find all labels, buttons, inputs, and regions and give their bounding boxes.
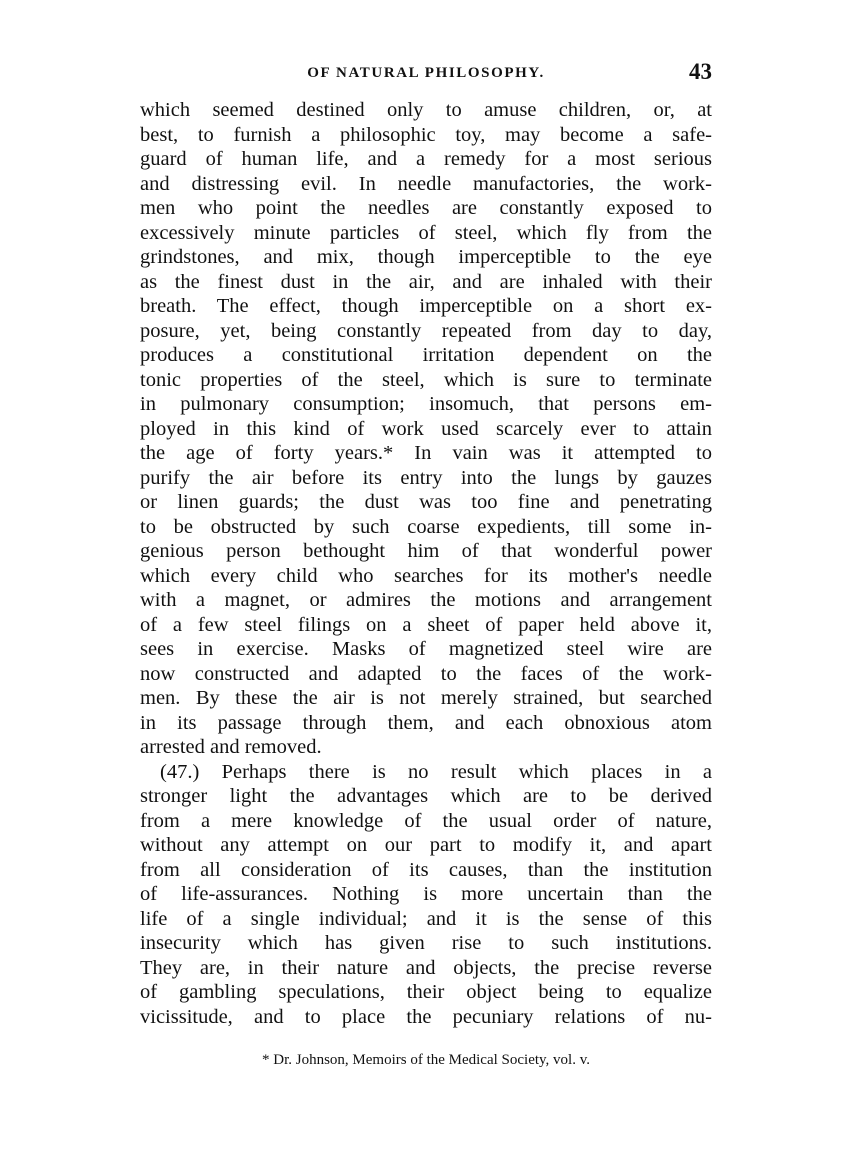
text-line: with a magnet, or admires the motions and arrangement bbox=[140, 589, 712, 611]
text-line: produces a constitutional irritation dependent on the bbox=[140, 344, 712, 366]
footnote: * Dr. Johnson, Memoirs of the Medical Society, vol. v. bbox=[261, 1052, 590, 1068]
text-line: arrested and removed. bbox=[140, 736, 322, 758]
text-line: purify the air before its entry into the lungs by gauzes bbox=[140, 466, 712, 489]
text-line: posure, yet, being constantly repeated from day to day, bbox=[140, 319, 712, 342]
text-line: now constructed and adapted to the faces of the work- bbox=[140, 662, 712, 685]
text-line: men. By these the air is not merely strained, but searched bbox=[140, 687, 712, 709]
text-line: as the finest dust in the air, and are inhaled with their bbox=[140, 270, 712, 293]
text-line: stronger light the advantages which are to be derived bbox=[140, 785, 712, 807]
text-line: or linen guards; the dust was too fine and penetrating bbox=[140, 491, 712, 513]
text-line: of life-assurances. Nothing is more uncertain than the bbox=[140, 883, 712, 905]
text-line: ployed in this kind of work used scarcely ever to attain bbox=[140, 417, 712, 440]
running-head: OF NATURAL PHILOSOPHY. bbox=[307, 65, 545, 81]
text-line: in its passage through them, and each obnoxious atom bbox=[140, 711, 712, 734]
text-line: which seemed destined only to amuse children, or, at bbox=[140, 99, 712, 121]
text-line: from all consideration of its causes, than the institution bbox=[140, 858, 712, 881]
text-line: (47.) Perhaps there is no result which places in a bbox=[160, 760, 712, 783]
text-line: without any attempt on our part to modify it, and apart bbox=[140, 834, 712, 856]
text-line: to be obstructed by such coarse expedients, till some in- bbox=[140, 515, 712, 538]
text-line: tonic properties of the steel, which is sure to terminate bbox=[140, 368, 712, 391]
text-line: in pulmonary consumption; insomuch, that persons em- bbox=[140, 393, 712, 415]
text-line: the age of forty years.* In vain was it attempted to bbox=[140, 442, 712, 464]
text-line: guard of human life, and a remedy for a most serious bbox=[140, 148, 712, 170]
page-header bbox=[140, 60, 712, 90]
page-number: 43 bbox=[689, 59, 712, 84]
text-line: best, to furnish a philosophic toy, may become a safe- bbox=[140, 123, 712, 146]
text-line: of gambling speculations, their object being to equalize bbox=[140, 981, 712, 1003]
text-line: vicissitude, and to place the pecuniary relations of nu- bbox=[140, 1005, 712, 1028]
text-line: men who point the needles are constantly exposed to bbox=[140, 197, 712, 219]
body-text bbox=[140, 98, 712, 1029]
text-line: life of a single individual; and it is the sense of this bbox=[140, 907, 712, 930]
text-line: excessively minute particles of steel, which fly from the bbox=[140, 221, 712, 244]
text-line: insecurity which has given rise to such institutions. bbox=[140, 932, 712, 954]
text-line: from a mere knowledge of the usual order of nature, bbox=[140, 809, 712, 832]
text-line: sees in exercise. Masks of magnetized steel wire are bbox=[140, 638, 712, 660]
text-line: grindstones, and mix, though imperceptible to the eye bbox=[140, 246, 712, 268]
text-line: which every child who searches for its mother's needle bbox=[140, 564, 712, 587]
text-line: of a few steel filings on a sheet of paper held above it, bbox=[140, 613, 712, 636]
text-line: breath. The effect, though imperceptible on a short ex- bbox=[140, 295, 712, 317]
text-line: and distressing evil. In needle manufactories, the work- bbox=[140, 172, 712, 195]
text-line: They are, in their nature and objects, the precise reverse bbox=[140, 956, 712, 979]
text-line: genious person bethought him of that wonderful power bbox=[140, 540, 712, 562]
